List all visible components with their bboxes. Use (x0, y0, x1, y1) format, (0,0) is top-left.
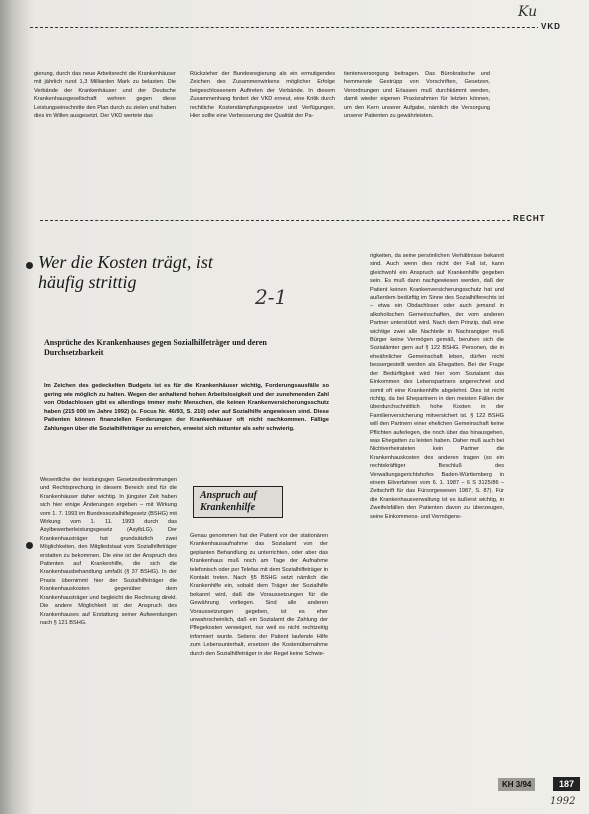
boxed-subheading: Anspruch auf Krankenhilfe (193, 486, 283, 518)
bullet-mark-icon (26, 262, 33, 269)
header-dashed-rule (30, 27, 545, 28)
recht-dashed-rule (40, 220, 510, 221)
article-lead: Im Zeichen des gedeckelten Budgets ist es für die Krankenhäuser wichtig, Forderungsausfälle so gering wie möglich zu halten. Wegen der anhaltend hohen Arbeitslosigkeit und der zunehmenden Zahl von Obdachlosen gibt es allerdings immer mehr Menschen, die keinen Krankenversicherungsschutz haben (215 000 im Jahre 1992) (s. Focus Nr. 46/93, S. 210) oder auf Sozialhilfe angewiesen sind. Diese Patienten können finanziellen Forderungen der Krankenhäuser oft nicht nachkommen. Fällige Zahlungen über die Sozialhilfeträger zu erreichen, erweist sich mitunter als sehr schwierig. (44, 383, 329, 432)
handwritten-mark-bottom: 1992 (550, 796, 576, 807)
article-column-2: Genau genommen hat der Patient vor der stationären Krankenhausaufnahme das Sozialamt von der geplanten Behandlung zu unterrichten, oder aber das Krankenhaus muß noch am Tage der Aufnahme telefonisch oder per Telefax mit dem Sozialhilfeträger in Kontakt treten. Nach §5 BSHG setzt nämlich die Krankenhilfe ein, sobald dem Träger der Sozialhilfe bekannt wird, daß die Voraussetzungen für die Gewährung vorliegen. Sind alle anderen Voraussetzungen gegeben, ist es eher unwahrscheinlich, daß ein Sozialamt die Zahlung der Pflegekosten verweigert, nur weil es nicht rechtzeitig informiert wurde. Seitens der Patient laufende Hilfe zum Lebensunterhalt, ersetzen die Kostenübernahme durch den Sozialhilfeträger in der Regel keine Schwie- (190, 533, 328, 657)
article-column-3: rigkeiten, da seine persönlichen Verhältnisse bekannt sind. Auch wenn dies nicht der Fall ist, kann gleichwohl ein Anspruch auf Krankenhilfe gegeben sein. Es muß dann nachgewiesen werden, daß der Patient keinen Krankenversicherungsschutz hat und außerdem bedürftig im Sinne des Sozialhilferechts ist – etwa ein Obdachloser oder auch jemand in alkoholischen Gemeinschaften, der vom anderen Partner unterstützt wird. Nach dem Prinzip, daß eine wichtige zwei alle Nachteile in Nachrangiger muß Bürger keine Vermögen gemäß, beruhen sich die Sozialämter gern auf § 122 BSHG. Personen, die in eheähnlicher Gemeinschaft leben, dürfen nicht bessergestellt werden als Ehegatten. Bei der Frage der Bedürftigkeit wird hier vom Sozialamt das Einkommen des Lebenspartners angerechnet und somit oft eine Krankenhilfe abgelehnt. Dies ist nicht richtig, da bei Ehepartnern in den meisten Fällen der überdurchschnittlich hohe Kosten in der Familienversicherung mitversichert ist. § 122 BSHG will den Partnern einer ehelichen Gemeinschaft keine Pflichten auferlegen, die noch über das hinausgehen, was Ehegatten zu leisten haben. Daher muß auch bei Nichtverheirateten kein Partner die Krankenhauskosten des anderen tragen (so ein rechtskräftiger Beschluß des Verwaltungsgerichtshofes Baden-Württemberg in einem Eilverfahren vom 6. 1. 1987 – 6 S 3125/86 – Zeitschrift für das Fürsorgewesen 1987, S. 87). Für die Krankenhausverwaltung ist es äußerst wichtig, in Zweifelsfällen den Patienten davon zu überzeugen, seine Einkommens- und Vermögens- (370, 253, 504, 520)
section-label-recht: RECHT (510, 214, 549, 223)
section-label-vkd: VKD (538, 22, 564, 31)
article-subtitle: Ansprüche des Krankenhauses gegen Sozialhilfeträger und deren Durchsetzbarkeit (44, 338, 267, 357)
bullet-mark-icon-2 (26, 542, 33, 549)
article-column-1: Wesentliche der leistungsgen Gesetzesbestimmungen und Rechtsprechung in diesem Bereich sind für die Krankenhäuser daher wichtig. In jüngster Zeit haben sich hier einige Änderungen ergeben – mit Wirkung vom 1. 7. 1993 im Bundessozialhilfegesetz (BSHG) mit Wirkung vom 1. 11. 1993 durch das Asylbewerberleistungsgesetz (AsylbLG). Der Krankenhausträger hat grundsätzlich zwei Möglichkeiten, den Mitgliedstaat vom Sozialhilfeträger erstatten zu bekommen. Die eine ist der Anspruch des Patienten auf Krankenhilfe, die sich die Krankenhausbehandlung umfaßt (§ 37 BSHG). In der Praxis übernimmt hier der Sozialhilfeträger die Krankenhauskosten gegenüber dem Krankenhausträger und begleicht die Rechnung direkt. Die andere Möglichkeit ist der Anspruch des Krankenhauses auf Erstattung seiner Aufwendungen nach § 121 BSHG. (40, 477, 177, 626)
article-title: Wer die Kosten trägt, ist häufig strittig (38, 252, 213, 292)
handwritten-mark-top: Ku (518, 4, 538, 20)
top-column-3: tientenversorgung beitragen. Das Bürokratische und hemmende Gestrüpp von Vorschriften, Gesetzen, Verordnungen und Erlassen muß durchkämmt werden, damit wieder eigenen Praxisrahmen für letzten können, um den Kern unserer Aufgabe, nämlich die Versorgung unserer Patienten zu gewährleisten. (344, 71, 490, 120)
issue-label: KH 3/94 (498, 778, 535, 791)
handwritten-note: 2-1 (255, 285, 288, 309)
page-number: 187 (553, 777, 580, 791)
top-column-1: gierung, durch das neue Arbeitsrecht die Krankenhäuser mit jährlich rund 1,3 Milliarden Mark zu belasten. Die Verbände der Krankenhäuser und der Deutsche Krankenhausgesellschaft wehren gegen diese Leistungseinschnitte den Plan durch zu zielen und haben dies im Willen ausgesetzt. Der VKD wertete das (34, 71, 176, 120)
top-column-2: Rückzieher der Bundesregierung als ein ermutigendes Zeichen des Zusammenwirkens möglicher Erfolge beigeschlossenem Auftreten der Verbände. In diesem Zusammenhang fordert der VKD erneut, eine Kritik durch rechtliche Kostendämpfungsgesetze und Verfügungen. Hier sollte eine Verbesserung der Qualität der Pa- (190, 71, 335, 120)
